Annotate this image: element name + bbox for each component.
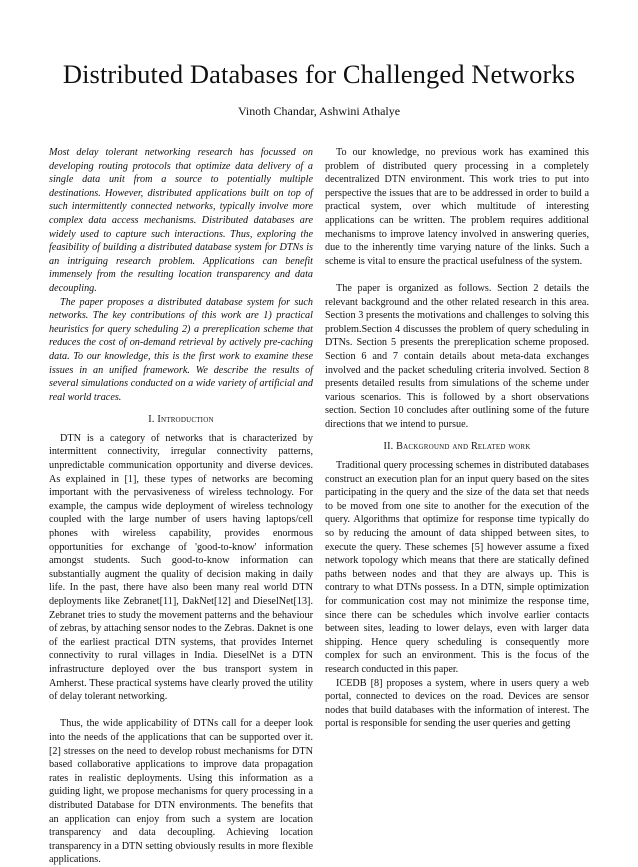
abstract: [49, 146, 313, 404]
abstract-paragraph: Most delay tolerant networking research has focussed on developing routing protocols that optimize data delivery of a single data unit from a source to potentially multiple destinations. However, distributed applications built on top of such intermittently connected networks, typically involve more complex data access mechanisms. Distributed databases are widely used to capture such interactions. Thus, exploring the feasibility of building a distributed database system for DTNs is an intriguing research problem. Applications can benefit immensely from the resulting location transparency and data decoupling.: [49, 147, 313, 294]
body-paragraph: Thus, the wide applicability of DTNs call for a deeper look into the needs of the applications that can be supported over it. [2] stresses on the need to develop robust mechanisms for DTN based collaborative applications to improve data propagation rates in realistic deployments. Using this information as a guiding light, we propose mechanisms for query processing in a distributed Database for DTN environments. The benefits that an application can enjoy from such a system are location transparency and data decoupling. Achieving location transparency in a DTN setting obviously results in more flexible applications.: [49, 718, 313, 866]
body-paragraph: To our knowledge, no previous work has examined this problem of distributed query processing in a completely decentralized DTN environment. This work tries to put into perspective the issues that are to be addressed in order to build a practical system, over which multitude of interesting applications can be written. The problem requires additional mechanisms to improve latency involved in answering queries, due to the inherently time varying nature of the links. Such a scheme is vital to ensure the practical usefulness of the system.: [325, 147, 589, 267]
body-paragraph: The paper is organized as follows. Section 2 details the relevant background and the other related research in this area. Section 3 presents the motivations and challenges to solving this problem.Section 4 discusses the problem of query scheduling in DTNs. Section 5 presents the prereplication scheme proposed. Section 6 and 7 contain details about meta-data exchanges involved and the packet scheduling criteria involved. Section 8 presents detailed results from simulations of the scheme under various scenarios. This is followed by a short observations section. Section 10 concludes after outlining some of the future directions that we intend to pursue.: [325, 282, 589, 430]
abstract-paragraph: The paper proposes a distributed database system for such networks. The key contributions of this work are 1) practical heuristics for query scheduling 2) a prereplication scheme that reduces the cost of on-demand retrieval by actively pre-caching data. To our knowledge, this is the first work to examine these issues in an unified framework. We describe the results of several simulations conducted on a wide variety of artificial and real world traces.: [49, 296, 313, 403]
section-heading-background: II. Background and Related work: [383, 441, 531, 453]
section-heading-introduction: I. Introduction: [148, 414, 214, 426]
authors: Vinoth Chandar, Ashwini Athalye: [237, 104, 401, 118]
right-column: [325, 146, 589, 731]
left-column: [49, 146, 313, 867]
body-paragraph: DTN is a category of networks that is characterized by intermittent connectivity, irregular connectivity patterns, unpredictable communication opportunity and diverse devices. As explained in [1], these types of networks are becoming important with the pervasiveness of wireless technology. For example, the campus wide deployment of wireless technology coupled with the large number of users having laptops/cell phones with wireless capability, provides enormous opportunities for exchange of 'good-to-know' information amongst students. Such good-to-know information can substantially augment the quality of decision making in daily life. In the past, there have also been many real world DTN deployments like Zebranet[11], DakNet[12] and DieselNet[13]. Zebranet tries to study the movement patterns and the behaviour of zebras, by attaching sensor nodes to the Zebras. Daknet is one of the earliest practical DTN systems, that provides Internet connectivity to rural villages in India. DieselNet is a DTN infrastructure deployed over the bus transport system in Amherst. These practical systems have clearly proved the utility of delay tolerant networking.: [49, 432, 313, 703]
body-paragraph: Traditional query processing schemes in distributed databases construct an execution plan for an input query based on the sites participating in the query and the size of the data set that needs to be moved from one site to another for the execution of the query. Algorithms that optimize for response time typically do so by reducing the amount of data shipped between sites, to execute the query. These schemes [5] however assume a fixed network topology which means that there are statically defined paths between nodes and that they are always up. This is contrary to what DTNs possess. In a DTN, simple optimization for communication cost may not minimize the response time, since there can be schedules which involve earlier contacts between sites, leading to lower delays, even with larger data shipping. Hence query scheduling is consequently more complex for such an environment. This is the focus of the research conducted in this paper.: [325, 460, 589, 675]
body-paragraph: ICEDB [8] proposes a system, where in users query a web portal, connected to devices on the road. Devices are sensor nodes that build databases with the information of interest. The portal is responsible for sending the user queries and getting: [325, 677, 589, 730]
paper-title: Distributed Databases for Challenged Networks: [62, 59, 576, 89]
